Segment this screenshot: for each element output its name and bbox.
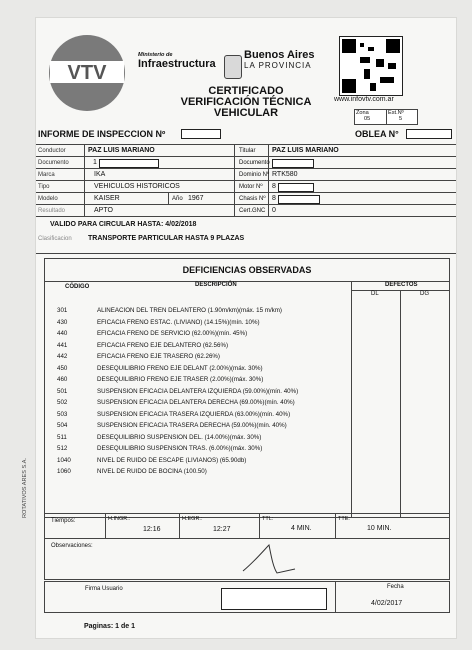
deficiencia-code: 504 (57, 422, 68, 429)
side-print-text: ROTATIVOS ARES S.A. (22, 457, 28, 518)
tipo-value: VEHICULOS HISTORICOS (94, 183, 180, 190)
province-line1: Buenos Aires (244, 49, 315, 61)
chasis-value: 8 (272, 195, 276, 202)
deficiencia-description: SUSPENSION EFICACIA DELANTERA DERECHA (69.00%)(mín. 40%) (97, 399, 295, 406)
deficiencia-description: DESEQUILIBRIO FRENO EJE TRASER (2.00%)(máx. 30%) (97, 376, 264, 383)
province-line2: LA PROVINCIA (244, 61, 312, 70)
clasificacion-value: TRANSPORTE PARTICULAR HASTA 9 PLAZAS (88, 235, 245, 242)
col-descripcion: DESCRIPCIÓN (195, 282, 237, 288)
valido-text: VALIDO PARA CIRCULAR HASTA: 4/02/2018 (50, 221, 197, 228)
col-codigo: CÓDIGO (65, 284, 90, 290)
table-row (45, 457, 349, 468)
deficiencia-description: NIVEL DE RUIDO DE ESCAPE (LIVIANOS) (65.90db) (97, 456, 247, 464)
certgnc-label: Cert.GNC (239, 208, 266, 214)
deficiencia-description: EFICACIA FRENO EJE DELANTERO (62.56%) (97, 341, 229, 349)
fecha-label: Fecha (387, 584, 404, 590)
deficiencia-code: 301 (57, 307, 68, 314)
table-row (45, 365, 349, 376)
deficiencia-description: DESEQUILIBRIO SUSPENSION DEL. (14.00%)(máx. 30%) (97, 433, 262, 441)
ttl-label: TTL: (262, 516, 274, 522)
signature-scribble (235, 541, 305, 579)
cert-title-2: VERIFICACIÓN TÉCNICA (180, 96, 312, 108)
table-row (45, 434, 349, 445)
hingr-value: 12:16 (143, 526, 161, 533)
deficiencia-code: 1040 (57, 456, 71, 464)
tte-label: TTE: (338, 516, 350, 522)
deficiencia-code: 502 (57, 399, 68, 406)
table-row (45, 445, 349, 456)
resultado-label: Resultado (38, 208, 66, 214)
svg-text:VTV: VTV (67, 62, 107, 84)
certgnc-value: 0 (272, 207, 276, 214)
table-row (45, 468, 349, 479)
resultado-value: APTO (94, 207, 113, 214)
table-row (45, 342, 349, 353)
deficiencia-code: 450 (57, 364, 68, 372)
vehicle-info (36, 144, 456, 254)
province-block (244, 49, 334, 70)
chasis-label: Chasis Nº (239, 196, 266, 202)
firma-label: Firma Usuario (85, 586, 123, 592)
informe-label: INFORME DE INSPECCION Nº (38, 129, 166, 139)
table-row (45, 307, 349, 318)
deficiencia-code: 441 (57, 341, 68, 349)
cert-title (156, 86, 336, 119)
paginas: Paginas: 1 de 1 (84, 623, 135, 630)
firma-row (44, 581, 450, 613)
deficiencia-description: DESEQUILIBRIO SUSPENSION TRAS. (6.00%)(máx. 30%) (97, 445, 263, 452)
zona-value: 05 (364, 116, 371, 122)
deficiencia-description: SUSPENSION EFICACIA TRASERA DERECHA (59.00%)(mín. 40%) (97, 422, 287, 429)
tte-value: 10 MIN. (367, 525, 392, 532)
vtv-logo (46, 33, 128, 113)
deficiencia-code: 430 (57, 318, 68, 326)
col-dl: DL (371, 291, 379, 297)
table-row (45, 330, 349, 341)
tiempos-row (44, 513, 450, 539)
deficiencia-code: 511 (57, 433, 67, 441)
deficiencia-description: DESEQUILIBRIO FRENO EJE DELANT (2.00%)(máx. 30%) (97, 364, 263, 372)
dominio-label: Dominio Nº (239, 172, 270, 178)
chasis-redacted (278, 195, 320, 204)
hingr-label: H.INGR.: (108, 516, 131, 522)
dominio-value: RTK580 (272, 171, 298, 178)
deficiencia-description: NIVEL DE RUIDO DE BOCINA (100.50) (97, 468, 207, 475)
table-row (45, 388, 349, 399)
firma-redacted (221, 588, 327, 610)
deficiencia-code: 501 (57, 387, 68, 395)
cert-title-1: CERTIFICADO (208, 85, 284, 97)
col-defectos: DEFECTOS (385, 282, 418, 288)
fecha-value: 4/02/2017 (371, 600, 403, 607)
ministerio-line1: Ministerio de (138, 52, 173, 58)
ministerio-line2: Infraestructura (138, 58, 216, 70)
tipo-label: Tipo (38, 184, 50, 190)
oblea-redacted (406, 129, 452, 139)
deficiencia-description: EFICACIA FRENO EJE TRASERO (62.26%) (97, 353, 220, 360)
deficiencia-description: EFICACIA FRENO ESTAC. (LIVIANO) (14.15%)(mín. 10%) (97, 318, 260, 326)
col-dg: DG (420, 291, 429, 297)
deficiencia-code: 460 (57, 376, 68, 383)
tiempos-label: Tiempos: (51, 518, 76, 524)
province-crest-icon (224, 55, 242, 79)
table-row (45, 376, 349, 387)
deficiencias-rows (45, 307, 349, 497)
certificate-page (22, 18, 456, 638)
marca-value: IKA (94, 171, 106, 178)
informe-redacted (181, 129, 221, 139)
zona-label: Zona (356, 110, 369, 116)
observaciones-label: Observaciones: (51, 543, 93, 549)
documento-value: 1 (93, 159, 97, 166)
table-row (45, 399, 349, 410)
deficiencia-code: 1060 (57, 468, 71, 475)
deficiencia-description: ALINEACION DEL TREN DELANTERO (1.90m/km)(máx. 15 m/km) (97, 307, 282, 314)
deficiencia-description: SUSPENSION EFICACIA TRASERA IZQUIERDA (63.00%)(mín. 40%) (97, 410, 291, 418)
conductor-value: PAZ LUIS MARIANO (88, 147, 155, 154)
marca-label: Marca (38, 172, 55, 178)
cert-title-3: VEHICULAR (213, 107, 279, 119)
hegr-value: 12:27 (213, 526, 231, 533)
hegr-label: H.EGR.: (182, 516, 203, 522)
table-row (45, 411, 349, 422)
motor-redacted (278, 183, 314, 192)
clasificacion-label: Clasificacion (38, 236, 72, 242)
deficiencia-code: 440 (57, 330, 68, 337)
estn-box (386, 109, 418, 125)
documento2-label: Documento (239, 160, 270, 166)
observaciones-box (44, 538, 450, 580)
documento-label: Documento (38, 160, 69, 166)
anio-value: 1967 (188, 195, 204, 202)
motor-value: 8 (272, 183, 276, 190)
deficiencia-code: 503 (57, 410, 68, 418)
estn-value: 5 (399, 116, 403, 122)
oblea-label: OBLEA N° (355, 129, 399, 139)
ttl-value: 4 MIN. (291, 525, 312, 532)
titular-value: PAZ LUIS MARIANO (272, 147, 339, 154)
table-row (45, 353, 349, 364)
modelo-value: KAISER (94, 195, 120, 202)
zona-box (354, 109, 388, 125)
deficiencia-code: 512 (57, 445, 68, 452)
deficiencia-description: SUSPENSION EFICACIA DELANTERA IZQUIERDA (59.00%)(mín. 40%) (97, 387, 299, 395)
qr-code (339, 36, 403, 96)
anio-label: Año (172, 196, 183, 202)
titular-label: Titular (239, 148, 256, 154)
website: www.infovtv.com.ar (334, 96, 394, 103)
deficiencias-title: DEFICIENCIAS OBSERVADAS (182, 265, 312, 275)
estn-label: Est.Nº (388, 110, 404, 116)
documento2-redacted (272, 159, 314, 168)
deficiencia-code: 442 (57, 353, 68, 360)
conductor-label: Conductor (38, 148, 66, 154)
deficiencia-description: EFICACIA FRENO DE SERVICIO (62.00%)(mín. 45%) (97, 330, 248, 337)
table-row (45, 319, 349, 330)
modelo-label: Modelo (38, 196, 58, 202)
documento-redacted (99, 159, 159, 168)
motor-label: Motor Nº (239, 184, 263, 190)
table-row (45, 422, 349, 433)
deficiencias-table (44, 258, 450, 518)
